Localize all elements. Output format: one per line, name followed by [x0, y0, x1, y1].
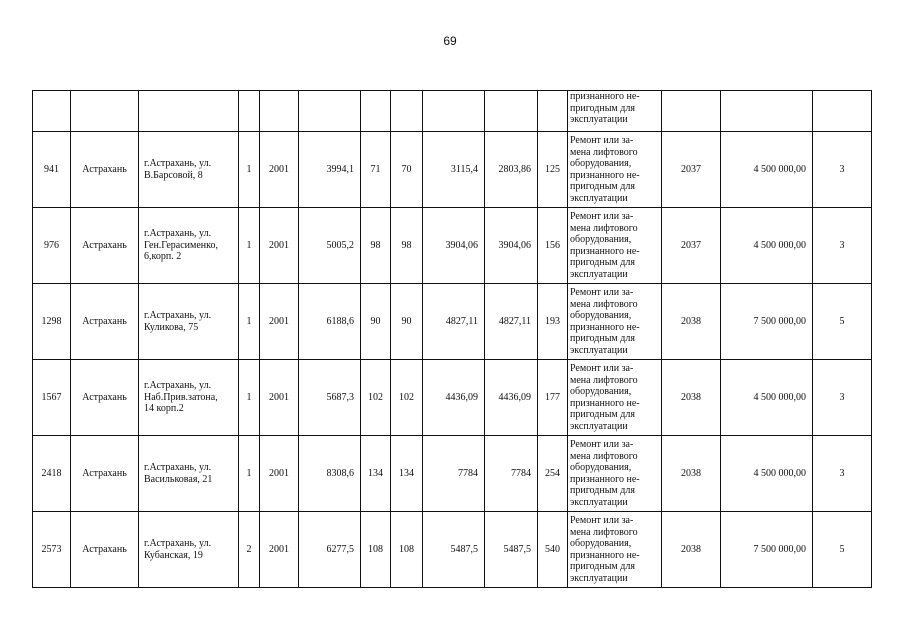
value2-cell: 108: [391, 512, 423, 588]
plan-year-cell: 2038: [662, 436, 721, 512]
year-cell: 2001: [260, 436, 299, 512]
plan-year-cell: 2038: [662, 360, 721, 436]
plan-year-cell: 2038: [662, 284, 721, 360]
table-row: [33, 360, 872, 436]
row-id: 976: [33, 208, 71, 284]
plan-year-cell: 2037: [662, 132, 721, 208]
count-cell: 1: [239, 284, 260, 360]
work-description: Ремонт или за- мена лифтового оборудования, признанного не- пригодным для эксплуатации: [568, 284, 662, 360]
year-cell: 2001: [260, 132, 299, 208]
year-cell: 2001: [260, 208, 299, 284]
cost-cell: 4 500 000,00: [721, 208, 813, 284]
area-b-cell: 4436,09: [485, 360, 538, 436]
table-row: [33, 132, 872, 208]
table-row-continued: [33, 91, 872, 132]
value1-cell: 98: [361, 208, 391, 284]
value2-cell: 98: [391, 208, 423, 284]
people-cell: 254: [538, 436, 568, 512]
table-row: [33, 512, 872, 588]
value1-cell: 102: [361, 360, 391, 436]
quantity-cell: 3: [813, 360, 872, 436]
year-cell: 2001: [260, 512, 299, 588]
total-area-cell: 6188,6: [299, 284, 361, 360]
page-number: 69: [443, 34, 457, 48]
total-area-cell: 3994,1: [299, 132, 361, 208]
work-description: Ремонт или за- мена лифтового оборудования, признанного не- пригодным для эксплуатации: [568, 360, 662, 436]
cost-cell: 7 500 000,00: [721, 512, 813, 588]
city-cell: Астрахань: [71, 284, 139, 360]
value2-cell: 70: [391, 132, 423, 208]
address-cell: г.Астрахань, ул. Васильковая, 21: [139, 436, 239, 512]
work-description: Ремонт или за- мена лифтового оборудования, признанного не- пригодным для эксплуатации: [568, 208, 662, 284]
address-cell: г.Астрахань, ул. Куликова, 75: [139, 284, 239, 360]
city-cell: Астрахань: [71, 208, 139, 284]
area-a-cell: 4827,11: [423, 284, 485, 360]
value1-cell: 90: [361, 284, 391, 360]
count-cell: 1: [239, 132, 260, 208]
work-description: Ремонт или за- мена лифтового оборудования, признанного не- пригодным для эксплуатации: [568, 436, 662, 512]
value2-cell: 90: [391, 284, 423, 360]
value1-cell: 108: [361, 512, 391, 588]
people-cell: 156: [538, 208, 568, 284]
row-id: 1567: [33, 360, 71, 436]
address-cell: г.Астрахань, ул. Кубанская, 19: [139, 512, 239, 588]
row-id: 2418: [33, 436, 71, 512]
plan-year-cell: 2038: [662, 512, 721, 588]
year-cell: 2001: [260, 360, 299, 436]
total-area-cell: 5687,3: [299, 360, 361, 436]
area-a-cell: 7784: [423, 436, 485, 512]
city-cell: Астрахань: [71, 512, 139, 588]
area-b-cell: 7784: [485, 436, 538, 512]
city-cell: Астрахань: [71, 436, 139, 512]
plan-year-cell: 2037: [662, 208, 721, 284]
total-area-cell: 8308,6: [299, 436, 361, 512]
people-cell: 540: [538, 512, 568, 588]
area-a-cell: 3115,4: [423, 132, 485, 208]
quantity-cell: 5: [813, 284, 872, 360]
cost-cell: 7 500 000,00: [721, 284, 813, 360]
row-id: 941: [33, 132, 71, 208]
building-register-table: [32, 90, 872, 588]
quantity-cell: 3: [813, 436, 872, 512]
work-description-continued: признанного не- пригодным для эксплуатации: [568, 91, 662, 132]
address-cell: г.Астрахань, ул. Наб.Прив.затона, 14 корп.2: [139, 360, 239, 436]
row-id: 2573: [33, 512, 71, 588]
value1-cell: 134: [361, 436, 391, 512]
count-cell: 1: [239, 360, 260, 436]
total-area-cell: 5005,2: [299, 208, 361, 284]
area-b-cell: 5487,5: [485, 512, 538, 588]
work-description: Ремонт или за- мена лифтового оборудования, признанного не- пригодным для эксплуатации: [568, 132, 662, 208]
area-a-cell: 4436,09: [423, 360, 485, 436]
quantity-cell: 5: [813, 512, 872, 588]
row-id: 1298: [33, 284, 71, 360]
area-a-cell: 5487,5: [423, 512, 485, 588]
value2-cell: 134: [391, 436, 423, 512]
address-cell: г.Астрахань, ул. Ген.Герасименко, 6,корп. 2: [139, 208, 239, 284]
address-cell: г.Астрахань, ул. В.Барсовой, 8: [139, 132, 239, 208]
area-b-cell: 4827,11: [485, 284, 538, 360]
city-cell: Астрахань: [71, 132, 139, 208]
cost-cell: 4 500 000,00: [721, 436, 813, 512]
count-cell: 1: [239, 208, 260, 284]
total-area-cell: 6277,5: [299, 512, 361, 588]
quantity-cell: 3: [813, 208, 872, 284]
people-cell: 177: [538, 360, 568, 436]
area-b-cell: 2803,86: [485, 132, 538, 208]
cost-cell: 4 500 000,00: [721, 132, 813, 208]
city-cell: Астрахань: [71, 360, 139, 436]
count-cell: 2: [239, 512, 260, 588]
value1-cell: 71: [361, 132, 391, 208]
cost-cell: 4 500 000,00: [721, 360, 813, 436]
table-row: [33, 284, 872, 360]
area-b-cell: 3904,06: [485, 208, 538, 284]
value2-cell: 102: [391, 360, 423, 436]
year-cell: 2001: [260, 284, 299, 360]
work-description: Ремонт или за- мена лифтового оборудования, признанного не- пригодным для эксплуатации: [568, 512, 662, 588]
people-cell: 193: [538, 284, 568, 360]
quantity-cell: 3: [813, 132, 872, 208]
count-cell: 1: [239, 436, 260, 512]
area-a-cell: 3904,06: [423, 208, 485, 284]
people-cell: 125: [538, 132, 568, 208]
table-row: [33, 436, 872, 512]
table-row: [33, 208, 872, 284]
